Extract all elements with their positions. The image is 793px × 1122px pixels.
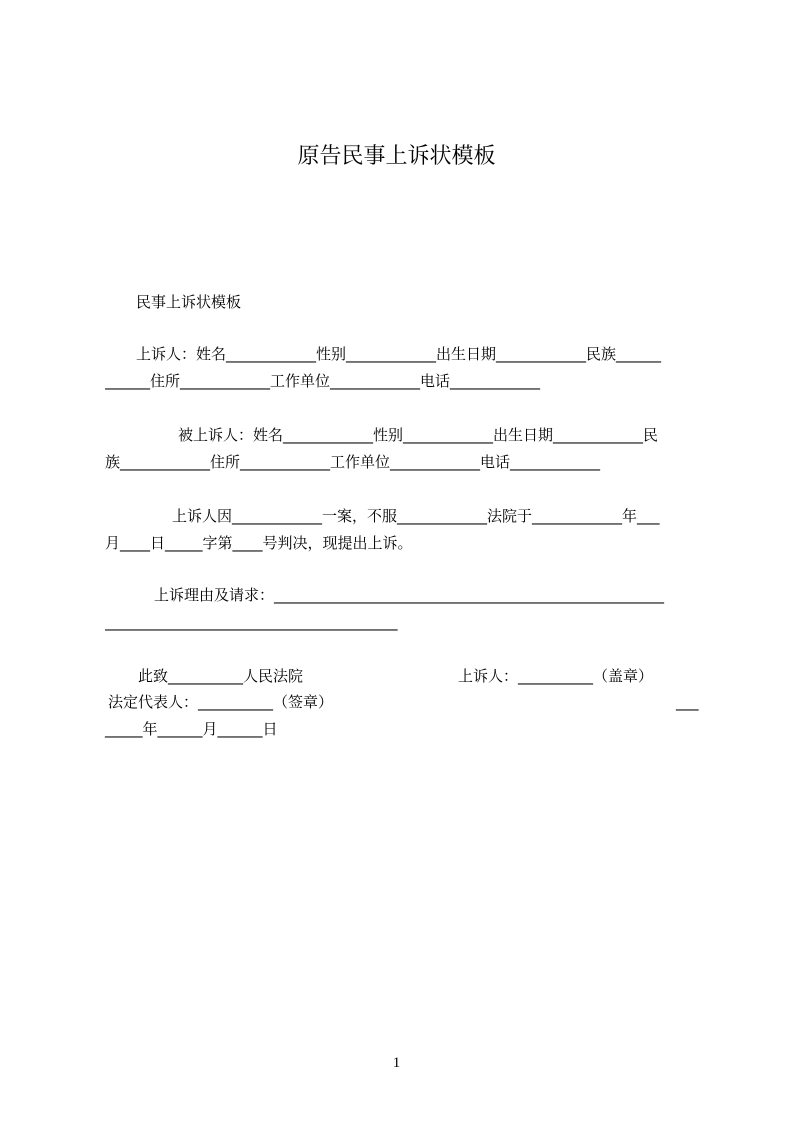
case-line-2: 月____日_____字第____号判决，现提出上诉。: [105, 534, 413, 552]
appellee-line-2: 族____________住所____________工作单位____________电话____________: [105, 453, 601, 471]
page-title: 原告民事上诉状模板: [297, 144, 496, 169]
case-line-1: 上诉人因____________一案，不服____________法院于____________年___: [172, 507, 660, 525]
closing-blank-end: ___: [676, 693, 699, 711]
reason-line-1: 上诉理由及请求：____________________________________________________: [154, 586, 665, 604]
closing-legal-rep: 法定代表人：__________（签章）: [108, 693, 334, 711]
closing-appellant-seal: 上诉人：__________（盖章）: [458, 667, 654, 685]
closing-date: _____年______月______日: [105, 720, 278, 738]
appellant-line-1: 上诉人：姓名____________性别____________出生日期____________民族______: [136, 345, 662, 363]
page-number: 1: [392, 1055, 401, 1071]
closing-to-court: 此致__________人民法院: [138, 667, 304, 685]
subtitle: 民事上诉状模板: [136, 293, 242, 311]
appellee-line-1: 被上诉人：姓名____________性别____________出生日期____________民: [178, 426, 659, 444]
reason-line-2: _______________________________________: [105, 613, 398, 631]
appellant-line-2: ______住所____________工作单位____________电话____________: [105, 372, 541, 390]
